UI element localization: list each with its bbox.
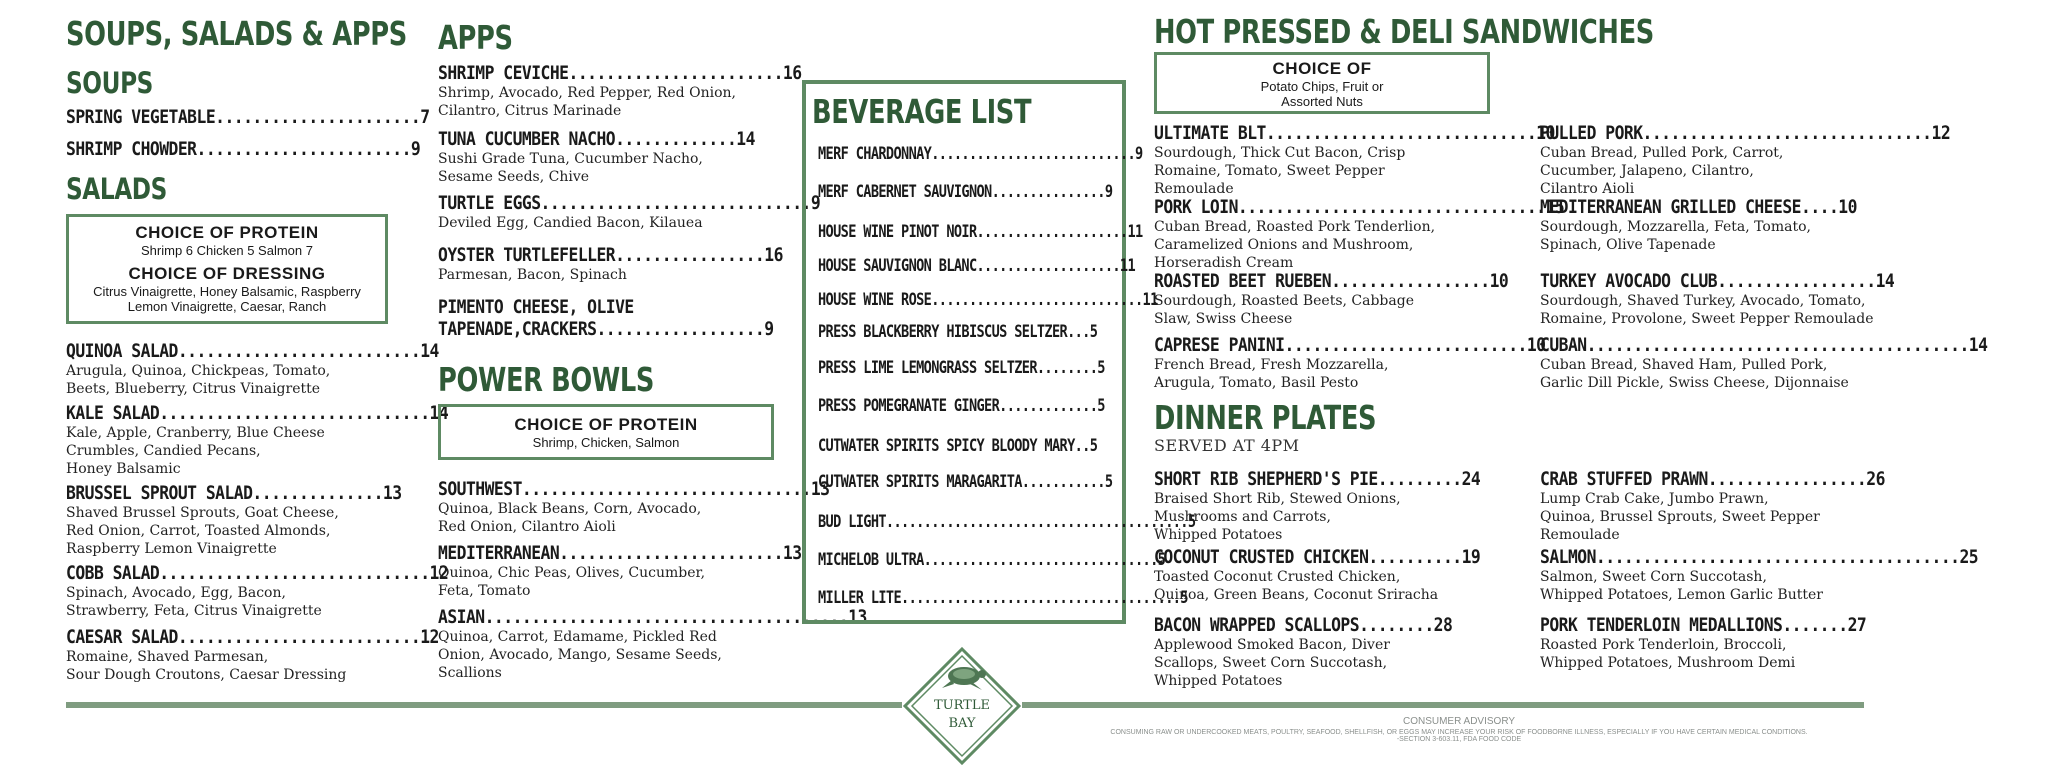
item-description: Slaw, Swiss Cheese — [1154, 311, 1293, 327]
menu-item: CAPRESE PANINI..........................10 — [1154, 334, 1546, 356]
menu-item: SOUTHWEST...............................13 — [438, 478, 830, 500]
item-description: Arugula, Quinoa, Chickpeas, Tomato, — [66, 363, 331, 379]
item-description: Sourdough, Roasted Beets, Cabbage — [1154, 293, 1414, 309]
item-description: Onion, Avocado, Mango, Sesame Seeds, — [438, 647, 722, 663]
advisory-source: -SECTION 3-603.11, FDA FOOD CODE — [1396, 736, 1522, 743]
beverage-item: PRESS BLACKBERRY HIBISCUS SELTZER...5 — [818, 322, 1098, 342]
menu-item: ULTIMATE BLT.............................10 — [1154, 122, 1555, 144]
menu-item: SALMON.......................................25 — [1540, 546, 1979, 568]
bowl-protein-box — [438, 404, 774, 460]
item-description: Applewood Smoked Bacon, Diver — [1154, 637, 1390, 653]
item-description: Romaine, Tomato, Sweet Pepper — [1154, 163, 1385, 179]
beverage-heading: BEVERAGE LIST — [812, 92, 1032, 131]
item-description: Sour Dough Croutons, Caesar Dressing — [66, 667, 347, 683]
box-title: CHOICE OF — [1272, 59, 1372, 78]
menu-item: CAESAR SALAD..........................12 — [66, 626, 439, 648]
menu-item: PORK LOIN.................................15 — [1154, 196, 1565, 218]
item-description: Sourdough, Mozzarella, Feta, Tomato, — [1540, 219, 1811, 235]
item-description: Quinoa, Green Beans, Coconut Sriracha — [1154, 587, 1439, 603]
item-description: Raspberry Lemon Vinaigrette — [66, 541, 277, 557]
item-description: Salmon, Sweet Corn Succotash, — [1540, 569, 1767, 585]
item-description: Red Onion, Carrot, Toasted Almonds, — [66, 523, 331, 539]
item-description: Romaine, Provolone, Sweet Pepper Remoulade — [1540, 311, 1874, 327]
item-description: French Bread, Fresh Mozzarella, — [1154, 357, 1389, 373]
menu-item: TURTLE EGGS.............................9 — [438, 192, 821, 214]
item-description: Romaine, Shaved Parmesan, — [66, 649, 269, 665]
item-description: Roasted Pork Tenderloin, Broccoli, — [1540, 637, 1787, 653]
sandwiches-heading: HOT PRESSED & DELI SANDWICHES — [1154, 12, 1654, 51]
beverage-item: PRESS POMEGRANATE GINGER.............5 — [818, 396, 1105, 416]
beverage-item: HOUSE WINE ROSE............................11 — [818, 290, 1158, 310]
menu-item: TUNA CUCUMBER NACHO.............14 — [438, 128, 755, 150]
item-description: Quinoa, Brussel Sprouts, Sweet Pepper — [1540, 509, 1820, 525]
dressing-options: Lemon Vinaigrette, Caesar, Ranch — [127, 299, 327, 314]
item-description: Spinach, Avocado, Egg, Bacon, — [66, 585, 286, 601]
advisory-title: CONSUMER ADVISORY — [1402, 716, 1516, 727]
logo-text-line1: TURTLE — [934, 698, 990, 713]
menu-item: PORK TENDERLOIN MEDALLIONS.......27 — [1540, 614, 1867, 636]
item-description: Cuban Bread, Shaved Ham, Pulled Pork, — [1540, 357, 1828, 373]
salads-heading: SALADS — [66, 172, 167, 206]
menu-item: CRAB STUFFED PRAWN.................26 — [1540, 468, 1885, 490]
item-description: Cuban Bread, Pulled Pork, Carrot, — [1540, 145, 1784, 161]
menu-item: SHORT RIB SHEPHERD'S PIE.........24 — [1154, 468, 1481, 490]
beverage-item: HOUSE WINE PINOT NOIR....................11 — [818, 222, 1143, 242]
item-description: Scallops, Sweet Corn Succotash, — [1154, 655, 1388, 671]
item-description: Whipped Potatoes — [1154, 527, 1283, 543]
item-description: Feta, Tomato — [438, 583, 531, 599]
item-description: Kale, Apple, Cranberry, Blue Cheese — [66, 425, 325, 441]
item-description: Shaved Brussel Sprouts, Goat Cheese, — [66, 505, 339, 521]
beverage-item: CUTWATER SPIRITS MARAGARITA...........5 — [818, 472, 1113, 492]
dressing-options: Citrus Vinaigrette, Honey Balsamic, Raspberry — [93, 284, 361, 299]
item-description: Horseradish Cream — [1154, 255, 1294, 271]
dinner-heading: DINNER PLATES — [1154, 398, 1377, 437]
item-description: Deviled Egg, Candied Bacon, Kilauea — [438, 215, 703, 231]
menu-item: SHRIMP CHOWDER.......................9 — [66, 138, 421, 160]
item-description: Shrimp, Avocado, Red Pepper, Red Onion, — [438, 85, 736, 101]
sides-options: Assorted Nuts — [1281, 94, 1363, 109]
menu-item: TURKEY AVOCADO CLUB.................14 — [1540, 270, 1895, 292]
menu-item: QUINOA SALAD..........................14 — [66, 340, 439, 362]
menu-item: MEDITERRANEAN GRILLED CHEESE....10 — [1540, 196, 1857, 218]
menu-item: BACON WRAPPED SCALLOPS........28 — [1154, 614, 1453, 636]
item-description: Toasted Coconut Crusted Chicken, — [1154, 569, 1401, 585]
menu-item: SPRING VEGETABLE......................7 — [66, 106, 430, 128]
apps-heading: APPS — [438, 18, 513, 57]
section-title: SOUPS, SALADS & APPS — [66, 14, 407, 53]
item-description: Quinoa, Carrot, Edamame, Pickled Red — [438, 629, 717, 645]
beverage-item: BUD LIGHT........................................5 — [818, 512, 1196, 532]
beverage-item: CUTWATER SPIRITS SPICY BLOODY MARY..5 — [818, 436, 1098, 456]
item-description: Spinach, Olive Tapenade — [1540, 237, 1716, 253]
menu-item: SHRIMP CEVICHE.......................16 — [438, 62, 802, 84]
item-description: Whipped Potatoes, Lemon Garlic Butter — [1540, 587, 1823, 603]
dinner-subheading: SERVED AT 4PM — [1154, 436, 1300, 455]
menu-item: MEDITERRANEAN........................13 — [438, 542, 802, 564]
item-description: Sourdough, Thick Cut Bacon, Crisp — [1154, 145, 1406, 161]
item-description: Beets, Blueberry, Citrus Vinaigrette — [66, 381, 321, 397]
menu-item: ASIAN.......................................13 — [438, 606, 867, 628]
menu-item: CUBAN.........................................14 — [1540, 334, 1988, 356]
item-description: Honey Balsamic — [66, 461, 181, 477]
item-description: Cuban Bread, Roasted Pork Tenderlion, — [1154, 219, 1436, 235]
item-description: Mushrooms and Carrots, — [1154, 509, 1331, 525]
beverage-item: MICHELOB ULTRA...............................5 — [818, 550, 1166, 570]
item-description: Parmesan, Bacon, Spinach — [438, 267, 627, 283]
item-description: Caramelized Onions and Mushroom, — [1154, 237, 1414, 253]
item-description: Whipped Potatoes, Mushroom Demi — [1540, 655, 1796, 671]
menu-item: TAPENADE,CRACKERS..................9 — [438, 318, 774, 340]
power-bowls-heading: POWER BOWLS — [438, 360, 655, 399]
item-description: Quinoa, Black Beans, Corn, Avocado, — [438, 501, 702, 517]
item-description: Cilantro, Citrus Marinade — [438, 103, 622, 119]
item-description: Crumbles, Candied Pecans, — [66, 443, 261, 459]
item-description: Sesame Seeds, Chive — [438, 169, 590, 185]
item-description: Red Onion, Cilantro Aioli — [438, 519, 616, 535]
footer-divider-right — [1022, 702, 1864, 708]
item-description: Quinoa, Chic Peas, Olives, Cucumber, — [438, 565, 706, 581]
item-description: Arugula, Tomato, Basil Pesto — [1154, 375, 1359, 391]
beverage-item: MERF CHARDONNAY...........................9 — [818, 144, 1143, 164]
beverage-item: MERF CABERNET SAUVIGNON...............9 — [818, 182, 1113, 202]
menu-item: COBB SALAD.............................12 — [66, 562, 449, 584]
beverage-item: PRESS LIME LEMONGRASS SELTZER........5 — [818, 358, 1105, 378]
menu-item: PULLED PORK...............................12 — [1540, 122, 1951, 144]
item-description: Strawberry, Feta, Citrus Vinaigrette — [66, 603, 322, 619]
item-description: Garlic Dill Pickle, Swiss Cheese, Dijonnaise — [1540, 375, 1849, 391]
menu-item: KALE SALAD.............................14 — [66, 402, 449, 424]
turtle-bay-logo — [902, 646, 1022, 766]
item-description: Scallions — [438, 665, 502, 681]
advisory-text: CONSUMING RAW OR UNDERCOOKED MEATS, POULTRY, SEAFOOD, SHELLFISH, OR EGGS MAY INCREASE YOUR RISK OF FOODBORNE ILLNESS, ESPECIALLY IF YOU HAVE CERTAIN MEDICAL CONDITIONS. — [1110, 729, 1808, 736]
menu-item: OYSTER TURTLEFELLER................16 — [438, 244, 783, 266]
logo-text-line2: BAY — [948, 716, 976, 731]
item-description: Cilantro Aioli — [1540, 181, 1635, 197]
dressing-title: CHOICE OF DRESSING — [128, 264, 326, 283]
item-description: Remoulade — [1540, 527, 1620, 543]
item-description: Remoulade — [1154, 181, 1234, 197]
protein-choice-box — [66, 214, 388, 324]
item-description: Sourdough, Shaved Turkey, Avocado, Tomato, — [1540, 293, 1866, 309]
sides-options: Potato Chips, Fruit or — [1260, 79, 1384, 94]
item-description: Braised Short Rib, Stewed Onions, — [1154, 491, 1401, 507]
soups-heading: SOUPS — [66, 66, 153, 100]
protein-options: Shrimp 6 Chicken 5 Salmon 7 — [141, 243, 313, 258]
beverage-item: HOUSE SAUVIGNON BLANC...................11 — [818, 256, 1136, 276]
item-description: Cucumber, Jalapeno, Cilantro, — [1540, 163, 1754, 179]
beverage-item: MILLER LITE.....................................5 — [818, 588, 1188, 608]
consumer-advisory — [1030, 716, 1888, 743]
menu-item: ROASTED BEET RUEBEN.................10 — [1154, 270, 1509, 292]
sides-choice-box — [1154, 52, 1490, 114]
protein-options: Shrimp, Chicken, Salmon — [532, 435, 680, 450]
item-description: Lump Crab Cake, Jumbo Prawn, — [1540, 491, 1769, 507]
menu-item: PIMENTO CHEESE, OLIVE — [438, 296, 634, 318]
box-title: CHOICE OF PROTEIN — [135, 223, 319, 242]
box-title: CHOICE OF PROTEIN — [514, 415, 698, 434]
menu-item: COCONUT CRUSTED CHICKEN..........19 — [1154, 546, 1481, 568]
item-description: Sushi Grade Tuna, Cucumber Nacho, — [438, 151, 703, 167]
footer-divider-left — [66, 702, 902, 708]
item-description: Whipped Potatoes — [1154, 673, 1283, 689]
menu-item: BRUSSEL SPROUT SALAD..............13 — [66, 482, 402, 504]
